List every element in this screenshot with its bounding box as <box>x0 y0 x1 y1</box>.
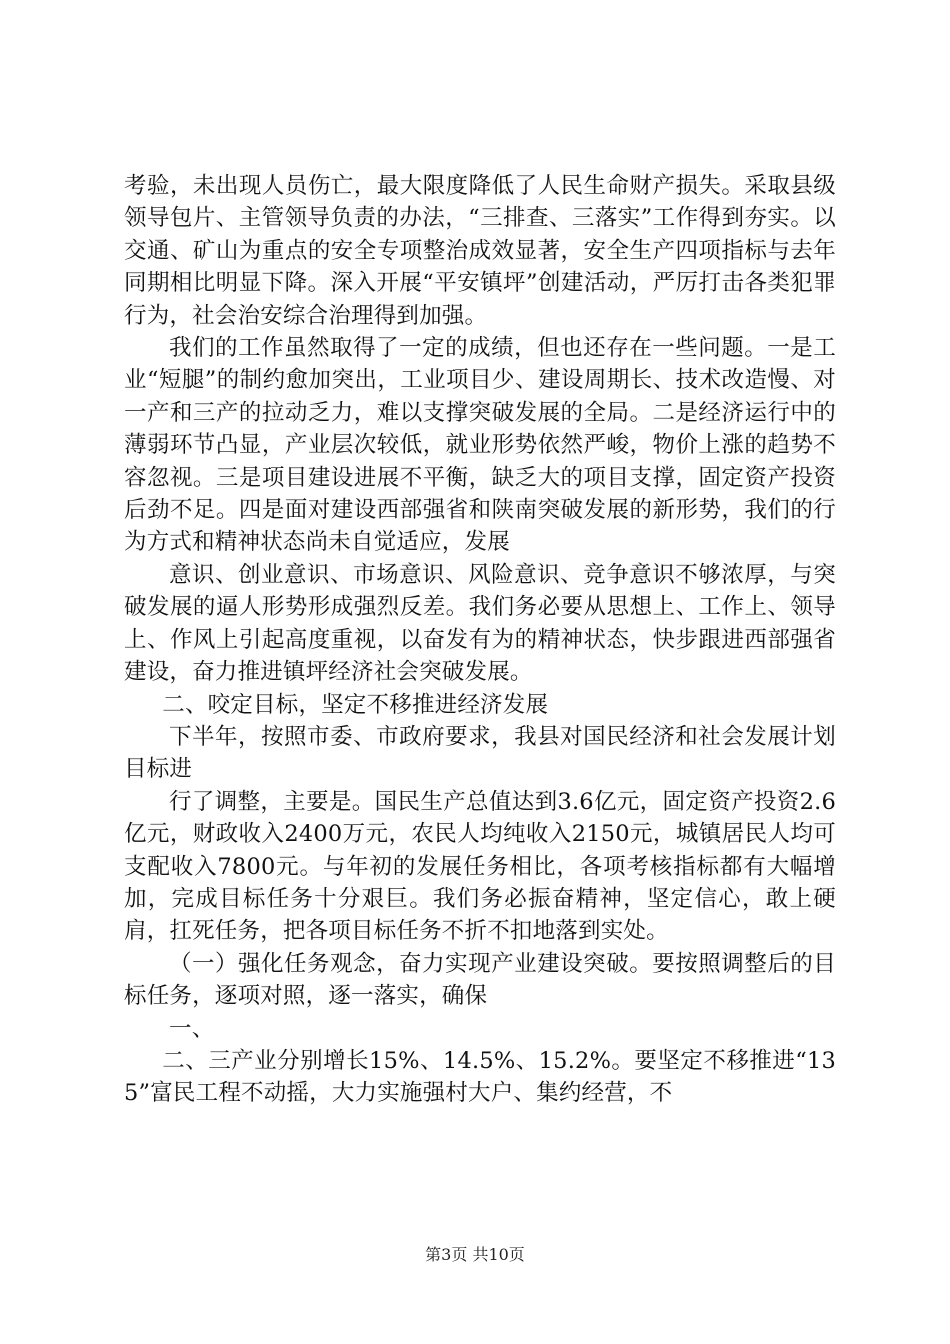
paragraph-problems: 我们的工作虽然取得了一定的成绩，但也还存在一些问题。一是工业“短腿”的制约愈加突出，工业项目少、建设周期长、技术改造慢、对一产和三产的拉动乏力，难以支撑突破发展的全局。二是经济运行中的薄弱环节凸显，产业层次较低，就业形势依然严峻，物价上涨的趋势不容忽视。三是项目建设进展不平衡，缺乏大的项目支撑，固定资产投资后劲不足。四是面对建设西部强省和陕南突破发展的新形势，我们的行为方式和精神状态尚未自觉适应，发展 <box>124 335 836 556</box>
paragraph-awareness: 意识、创业意识、市场意识、风险意识、竞争意识不够浓厚，与突破发展的逼人形势形成强烈反差。我们务必要从思想上、工作上、领导上、作风上引起高度重视，以奋发有为的精神状态，快步跟进西部强省建设，奋力推进镇坪经济社会突破发展。 <box>124 561 836 686</box>
section-heading-goals: 二、咬定目标，坚定不移推进经济发展 <box>162 691 549 718</box>
page-number-footer: 第3页 共10页 <box>425 1245 525 1264</box>
paragraph-industry-growth: 二、三产业分别增长15%、14.5%、15.2%。要坚定不移推进“135”富民工程不动摇，大力实施强村大户、集约经营，不 <box>124 1047 836 1107</box>
paragraph-second-half-plan: 下半年，按照市委、市政府要求，我县对国民经济和社会发展计划目标进 <box>124 723 836 783</box>
subsection-heading-industry: （一）强化任务观念，奋力实现产业建设突破。要按照调整后的目标任务，逐项对照，逐一落实，确保 <box>124 950 836 1010</box>
paragraph-list-marker: 一、 <box>169 1015 215 1042</box>
paragraph-safety-summary: 考验，未出现人员伤亡，最大限度降低了人民生命财产损失。采取县级领导包片、主管领导负责的办法，“三排查、三落实”工作得到夯实。以交通、矿山为重点的安全专项整治成效显著，安全生产四项指标与去年同期相比明显下降。深入开展“平安镇坪”创建活动，严厉打击各类犯罪行为，社会治安综合治理得到加强。 <box>124 173 836 329</box>
document-body <box>124 170 836 1110</box>
paragraph-adjusted-targets: 行了调整，主要是。国民生产总值达到3.6亿元，固定资产投资2.6亿元，财政收入2400万元，农民人均纯收入2150元，城镇居民人均可支配收入7800元。与年初的发展任务相比，各项考核指标都有大幅增加，完成目标任务十分艰巨。我们务必振奋精神，坚定信心，敢上硬肩，扛死任务，把各项目标任务不折不扣地落到实处。 <box>124 788 836 945</box>
